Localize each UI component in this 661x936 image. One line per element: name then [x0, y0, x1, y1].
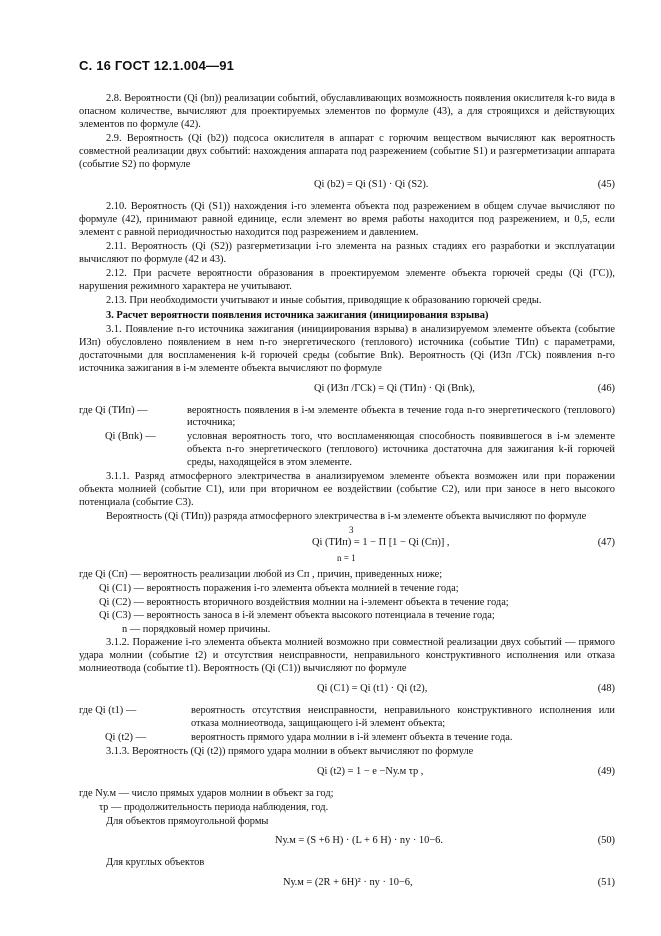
- definition-47-2: Qi (C1) — вероятность поражения i-го элемента объекта молнией в течение года;: [99, 583, 459, 595]
- definition-term: Qi (t2) —: [105, 731, 146, 743]
- formula-49-number: (49): [597, 765, 615, 777]
- definition-47-5: n — порядковый номер причины.: [122, 623, 271, 635]
- product-upper-limit: 3: [349, 525, 354, 536]
- definition-desc: условная вероятность того, что воспламеняющая способность появившегося в i-м элементе объекта n-го энергетического (теплового) источника достаточна для зажигания k-й горючей среды, находящейся в этом элементе.: [187, 431, 615, 469]
- paragraph-round-objects: Для круглых объектов: [106, 857, 205, 869]
- definition-48-1: [79, 705, 615, 731]
- formula-51: [79, 873, 615, 895]
- page-header: С. 16 ГОСТ 12.1.004—91: [79, 58, 235, 73]
- formula-51-number: (51): [597, 877, 615, 889]
- definition-47-4: Qi (C3) — вероятность заноса в i-й элемент объекта высокого потенциала в течение года;: [99, 610, 495, 622]
- paragraph-2-10: 2.10. Вероятность (Qi (S1)) нахождения i-го элемента объекта под разрежением в общем случае вычисляют по формуле (42), принимают равной единице, если элемент во время работы находится под разрежением, и 0,5, если элемент с равной периодичностью находится под разрежением и давлением.: [79, 200, 615, 238]
- formula-46: [79, 379, 615, 401]
- paragraph-2-8: 2.8. Вероятности (Qi (bп)) реализации событий, обуславливающих возможность появления окислителя k-го вида в опасном количестве, вычисляют для проектируемых элементов по формуле (43), а для строящихся и действующих элементов по формуле (42).: [79, 93, 615, 130]
- formula-47: [79, 527, 615, 565]
- definition-term: Qi (Впk) —: [105, 431, 156, 443]
- paragraph-3-1-3: 3.1.3. Вероятность (Qi (t2)) прямого удара молнии в объект вычисляют по формуле: [106, 745, 474, 757]
- formula-45-number: (45): [597, 178, 615, 190]
- paragraph-3-1-1b: Вероятность (Qi (ТИп)) разряда атмосферного электричества в i-м элементе объекта вычисляют по формуле: [106, 511, 587, 523]
- definition-49-2: τр — продолжительность периода наблюдения, год.: [99, 802, 329, 814]
- section-3-heading: 3. Расчет вероятности появления источника зажигания (инициирования взрыва): [106, 309, 489, 321]
- paragraph-3-1: 3.1. Появление n-го источника зажигания (инициирования взрыва) в анализируемом элементе объекта (событие ИЗп) обусловлено появлением в нем n-го энергетического (теплового) источника (событие ТИп) с параметрами, достаточными для воспламенения k-й горючей среды (событие Впk). Вероятность (Qi (ИЗп /ГСk) появления n-го источника зажигания в i-м элементе объекта вычисляют по формуле: [79, 323, 615, 374]
- paragraph-3-1-1: 3.1.1. Разряд атмосферного электричества в анализируемом элементе объекта возможен или при поражении объекта молнией (событие С1), или при вторичном ее воздействии (событие С2), или при заносе в него высокого потенциала (событие С3).: [79, 471, 615, 508]
- definition-term: где Qi (ТИп) —: [79, 404, 148, 416]
- formula-48: [79, 679, 615, 701]
- definition-48-2: [79, 732, 615, 745]
- formula-45-expression: Qi (b2) = Qi (S1) · Qi (S2).: [314, 178, 429, 190]
- paragraph-2-11: 2.11. Вероятность (Qi (S2)) разгерметизации i-го элемента на разных стадиях его разработки и эксплуатации вычисляют по формуле (42 и 43).: [79, 240, 615, 265]
- definition-desc: вероятность отсутствия неисправности, неправильного конструктивного исполнения или отказа молниеотвода, защищающего i-й элемент объекта;: [191, 705, 615, 730]
- paragraph-rect-objects: Для объектов прямоугольной формы: [106, 815, 269, 827]
- formula-47-expression: Qi (ТИп) = 1 − Π [1 − Qi (Сп)] ,: [312, 537, 450, 549]
- formula-45: [79, 175, 615, 197]
- formula-49-expression: Qi (t2) = 1 − e −Nу.м τр ,: [317, 765, 424, 777]
- formula-49: [79, 762, 615, 784]
- paragraph-3-1-2: 3.1.2. Поражение i-го элемента объекта молнией возможно при совместной реализации двух событий — прямого удара молнии (событие t2) и отсутствия неисправности, неправильного конструктивного исполнения или отказа молниеотвода (событие t1). Вероятность (Qi (С1)) вычисляют по формуле: [79, 637, 615, 675]
- formula-46-number: (46): [597, 382, 615, 394]
- formula-48-number: (48): [597, 683, 615, 695]
- definition-term: где Qi (t1) —: [79, 705, 137, 717]
- formula-50: [79, 831, 615, 853]
- formula-50-number: (50): [597, 835, 615, 847]
- paragraph-2-9: 2.9. Вероятность (Qi (b2)) подсоса окислителя в аппарат с горючим веществом вычисляют как вероятность совместной реализации двух событий: нахождения аппарата под разрежением (событие S1) и разгерметизации аппарата (событие S2) по формуле: [79, 133, 615, 170]
- paragraph-2-13: 2.13. При необходимости учитывают и иные события, приводящие к образованию горючей среды.: [106, 295, 542, 307]
- formula-50-expression: Nу.м = (S +6 H) · (L + 6 H) · nу · 10−6.: [275, 835, 443, 847]
- definition-47-1: где Qi (Cп) — вероятность реализации любой из Сп , причин, приведенных ниже;: [79, 569, 443, 581]
- document-body: [79, 93, 615, 899]
- definition-desc: вероятность прямого удара молнии в i-й элемент объекта в течение года.: [191, 731, 513, 743]
- definition-47-3: Qi (C2) — вероятность вторичного воздействия молнии на i-элемент объекта в течение года;: [99, 596, 509, 608]
- formula-51-expression: Nу.м = (2R + 6H)² · nу · 10−6,: [283, 877, 413, 889]
- formula-46-expression: Qi (ИЗп /ГСk) = Qi (ТИп) · Qi (Впk),: [314, 382, 475, 394]
- definition-49-1: где Nу.м — число прямых ударов молнии в объект за год;: [79, 787, 334, 799]
- definition-46-2: [79, 431, 615, 470]
- formula-47-number: (47): [597, 537, 615, 549]
- paragraph-2-12: 2.12. При расчете вероятности образования в проектируемом элементе объекта горючей среды (Qi (ГС)), нарушения режимного характера не учитывают.: [79, 268, 615, 293]
- product-lower-limit: n = 1: [337, 553, 356, 564]
- definition-desc: вероятность появления в i-м элементе объекта в течение года n-го энергетического (теплового) источника;: [187, 404, 615, 429]
- definition-46-1: [79, 405, 615, 431]
- formula-48-expression: Qi (С1) = Qi (t1) · Qi (t2),: [317, 683, 428, 695]
